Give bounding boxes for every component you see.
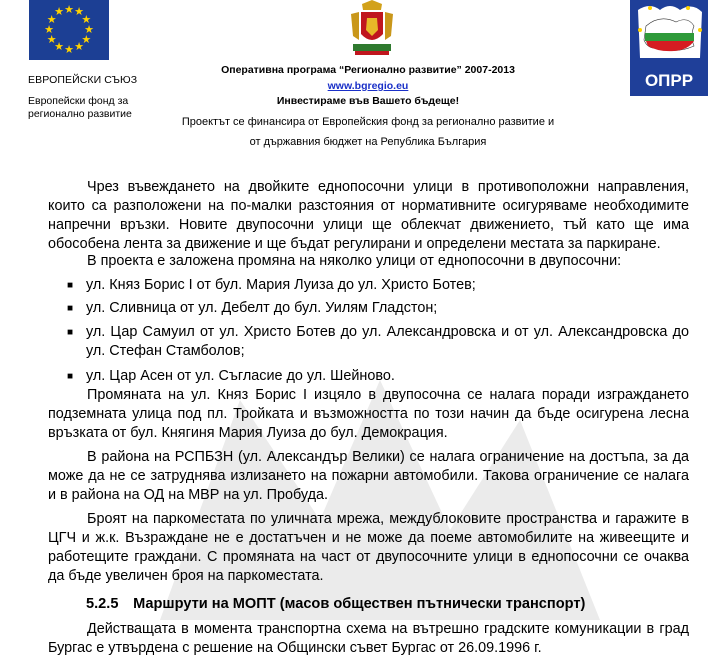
eu-label: ЕВРОПЕЙСКИ СЪЮЗ: [28, 74, 138, 86]
paragraph-4: В района на РСПБЗН (ул. Александър Велики) се налага ограничение на достъпа, за да може да не се затруднява излизането на пожарни автомобили. Такова ограничение се налага и в района на ОД на МВР на ул. Пробуда.: [48, 449, 689, 503]
bullet-marker: ■: [67, 371, 74, 382]
eu-star-icon: ★: [54, 6, 64, 19]
bullet-marker: ■: [67, 303, 74, 314]
section-title: Маршрути на МОПТ (масов обществен пътнически транспорт): [133, 596, 586, 612]
eu-star-icon: ★: [44, 23, 54, 36]
bullet-marker: ■: [67, 327, 74, 338]
section-heading: [86, 596, 585, 612]
bullet-item-4: [67, 367, 686, 386]
paragraph-5: Броят на паркоместата по уличната мрежа, междублоковите пространства и гаражите в ЦГЧ и ж.к. Възраждане не е достатъчен и не може да поеме автомобилите на живеещите и работещите граждани. С промяната на част от двупосочните улици в еднопосочни се очаква да бъде увеличен броя на паркоместата.: [48, 511, 689, 584]
eu-fund-label: Европейски фонд за регионално развитие: [28, 95, 132, 120]
paragraph-1: Чрез въвеждането на двойките еднопосочни улици в противоположни направления, които са разположени на по-малки разстояния от нормативните осигуряваме необходимите напречни връзки. Новите двупосочни улици ще облекчат движението, тъй като ще има обособена лента за движение и ще бъдат регулирани и определени местата за паркиране.: [48, 179, 689, 252]
paragraph-3: Промяната на ул. Княз Борис I изцяло в двупосочна се налага поради изграждането подземната улица под пл. Тройката и възможността по този начин да бъде осигурена лесна връзката от бул. Княгиня Мария Луиза до бул. Демокрация.: [48, 387, 689, 441]
paragraph-6: Действащата в момента транспортна схема на вътрешно градските комуникации в град Бургас е утвърдена с решение на Общински съвет Бургас от 26.09.1996 г.: [48, 621, 689, 656]
coat-of-arms-logo: [345, 0, 399, 56]
bullet-text: ул. Цар Асен от ул. Съгласие до ул. Шейново.: [86, 368, 395, 384]
website-link[interactable]: www.bgregio.eu: [327, 80, 409, 92]
eu-star-icon: ★: [74, 6, 84, 19]
program-title: Оперативна програма “Регионално развитие” 2007-2013: [221, 64, 515, 76]
paragraph-2: В проекта е заложена промяна на няколко улици от еднопосочни в двупосочни:: [87, 253, 622, 269]
oprr-logo-text: ОПРР: [644, 71, 694, 90]
bullet-item-3: [67, 323, 689, 361]
bullet-item-1: [67, 276, 686, 295]
financing-line-1: Проектът се финансира от Европейския фонд за регионално развитие и: [181, 116, 555, 128]
oprr-logo: [630, 0, 708, 96]
eu-star-icon: ★: [74, 40, 84, 53]
bullet-item-2: [67, 299, 686, 318]
eu-star-icon: ★: [64, 43, 74, 56]
bullet-text: ул. Цар Самуил от ул. Христо Ботев до ул. Александровска и от ул. Александровска до ул. Стефан Стамболов;: [86, 324, 689, 359]
eu-star-icon: ★: [46, 13, 57, 26]
bullet-text: ул. Княз Борис I от бул. Мария Луиза до ул. Христо Ботев;: [86, 277, 476, 293]
eu-star-icon: ★: [64, 3, 74, 16]
financing-line-2: от държавния бюджет на Република България: [249, 136, 487, 148]
eu-flag-logo: [29, 0, 109, 60]
section-number: 5.2.5: [86, 596, 119, 612]
eu-star-icon: ★: [81, 33, 92, 46]
eu-star-icon: ★: [84, 23, 94, 36]
slogan: Инвестираме във Вашето бъдеще!: [276, 95, 460, 107]
eu-star-icon: ★: [46, 33, 57, 46]
eu-star-icon: ★: [81, 13, 92, 26]
bullet-text: ул. Сливница от ул. Дебелт до бул. Уилям Гладстон;: [86, 300, 438, 316]
eu-star-icon: ★: [54, 40, 64, 53]
bullet-marker: ■: [67, 280, 74, 291]
